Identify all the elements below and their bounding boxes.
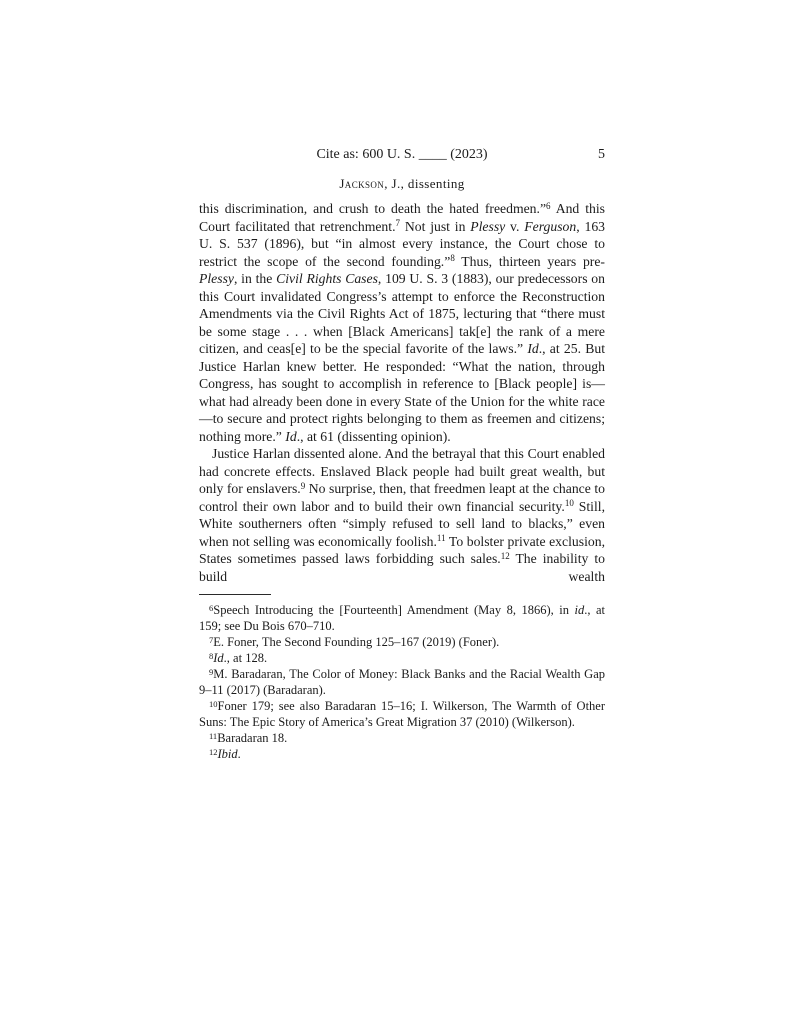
content-column bbox=[199, 200, 605, 762]
paragraph: Justice Harlan dissented alone. And the betrayal that this Court enabled had concrete effects. Enslaved Black people had built great wealth, but only for enslavers.$^9$ No surprise, then, that freedmen leapt at the chance to control their own labor and to build their own financial security.$^{10}$ Still, White southerners often “simply refused to sell land to blacks,” even when not selling was economically foolish.$^{11}$ To bolster private exclusion, States sometimes passed laws forbidding such sales.$^{12}$ The inability to build wealth bbox=[199, 446, 605, 584]
footnote: $^6$Speech Introducing the [Fourteenth] Amendment (May 8, 1866), in id., at 159; see Du Bois 670–710. bbox=[199, 602, 605, 633]
opinion-body bbox=[199, 200, 605, 585]
citation-text: Cite as: 600 U. S. ____ (2023) bbox=[316, 147, 488, 162]
running-head bbox=[199, 147, 605, 163]
paragraph: this discrimination, and crush to death the hated freedmen.”$^6$ And this Court facilitated that retrenchment.$^7$ Not just in Plessy v. Ferguson, 163 U. S. 537 (1896), but “in almost every instance, the Court chose to restrict the scope of the second founding.”$^8$ Thus, thirteen years pre-Plessy, in the Civil Rights Cases, 109 U. S. 3 (1883), our predecessors on this Court invalidated Congress’s attempt to enforce the Reconstruction Amendments via the Civil Rights Act of 1875, lecturing that “there must be some stage . . . when [Black Americans] tak[e] the rank of a mere citizen, and ceas[e] to be the special favorite of the laws.” Id., at 25. But Justice Harlan knew better. He responded: “What the nation, through Congress, has sought to accomplish in reference to [Black people] is—what had already been done in every State of the Union for the white race—to secure and protect rights belonging to them as freemen and citizens; nothing more.” Id., at 61 (dissenting opinion). bbox=[199, 200, 606, 444]
footnote: $^8$Id., at 128. bbox=[209, 650, 268, 665]
opinion-attribution: Jackson, J., dissenting bbox=[339, 176, 465, 191]
footnote: $^7$E. Foner, The Second Founding 125–167 (2019) (Foner). bbox=[209, 634, 500, 649]
footnote: $^9$M. Baradaran, The Color of Money: Black Banks and the Racial Wealth Gap 9–11 (2017) (Baradaran). bbox=[199, 666, 605, 697]
page-number: 5 bbox=[598, 147, 605, 162]
footnote-separator bbox=[199, 594, 271, 595]
footnote: $^{11}$Baradaran 18. bbox=[209, 730, 288, 745]
footnote: $^{12}$Ibid. bbox=[209, 746, 241, 761]
footnotes-section bbox=[199, 602, 605, 762]
footnote: $^{10}$Foner 179; see also Baradaran 15–16; I. Wilkerson, The Warmth of Other Suns: The Epic Story of America’s Great Migration 37 (2010) (Wilkerson). bbox=[199, 698, 605, 729]
